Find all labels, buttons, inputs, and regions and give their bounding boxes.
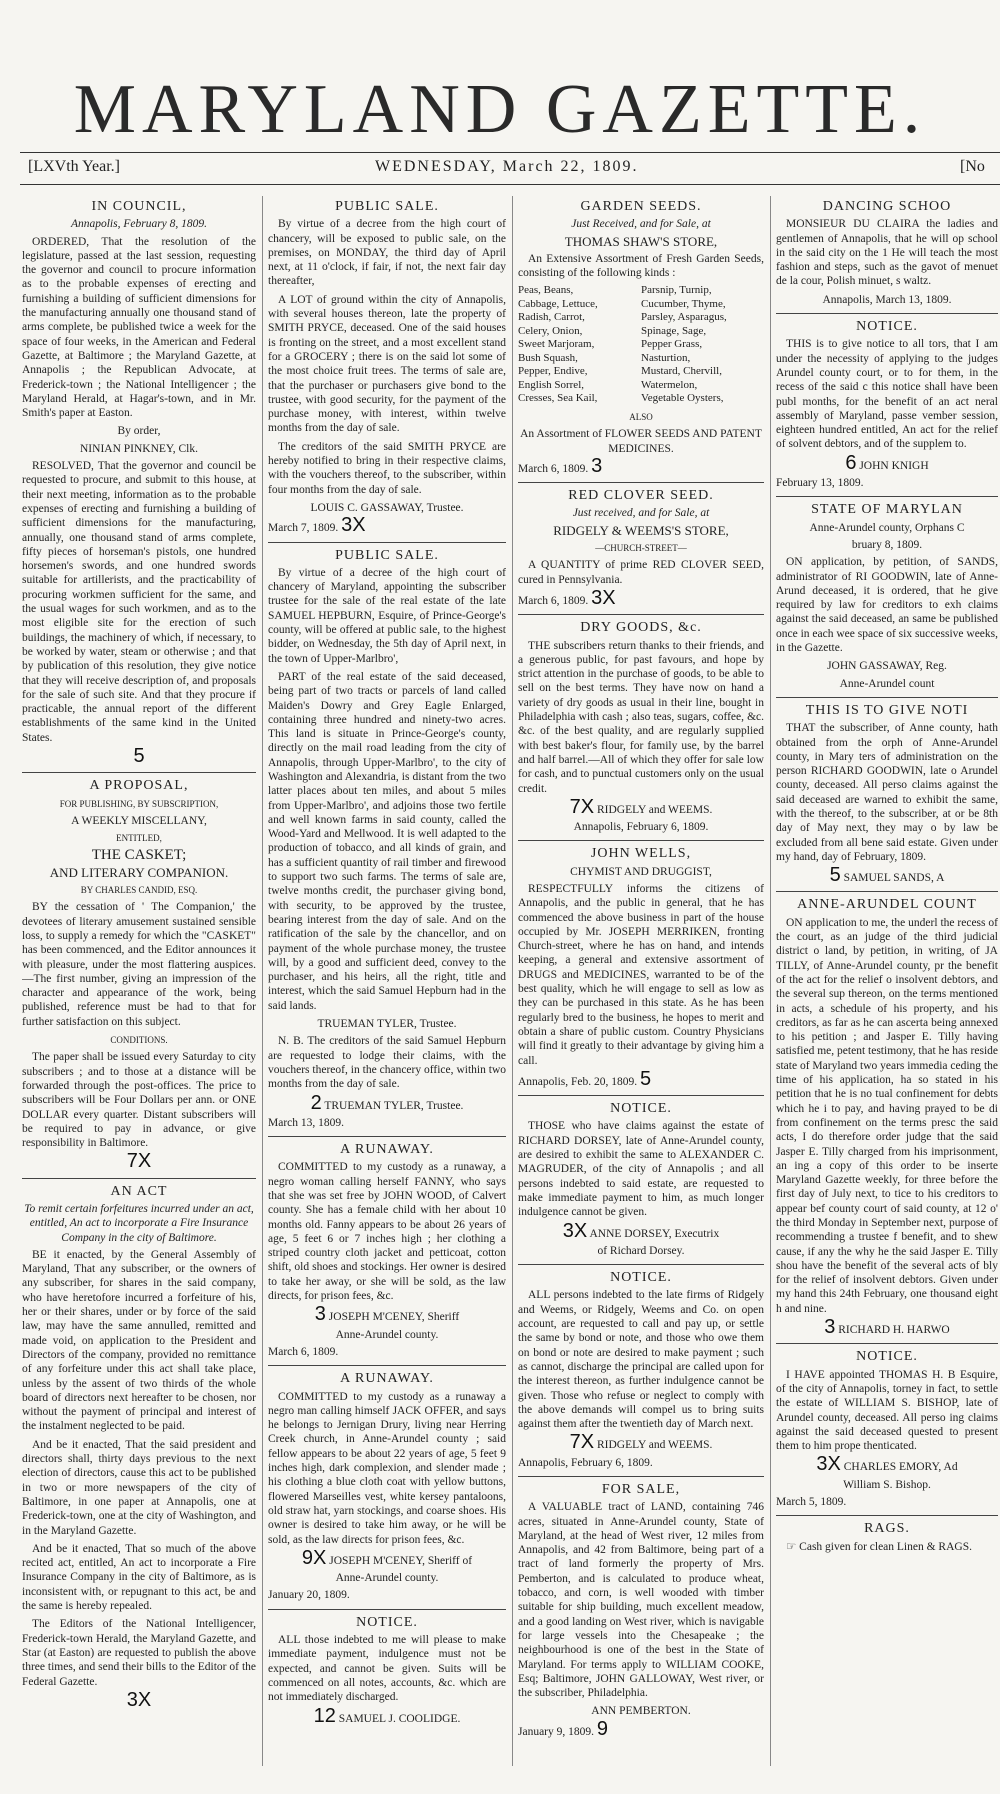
handwritten-mark: 2: [310, 1091, 322, 1114]
separator: [518, 1476, 764, 1477]
handwritten-mark: 12: [313, 1704, 336, 1727]
notice-date: Annapolis, March 13, 1809.: [822, 293, 952, 306]
handwritten-mark: 7X: [569, 1431, 595, 1454]
heading-an-act: AN ACT: [110, 1183, 168, 1199]
article-paragraph: BE it enacted, by the General Assembly of Maryland, That any subscriber, or the owners of any subscriber, for shares in the said company, who have heretofore incurred a forfeiture of his, her or their shares, under or by force of the said law, may have the same annulled, remitted and made void, on application to the President and Directors of the company, provided no remittance of any forfeiture under this act shall take place, unless by the assent of two thirds of the whole board of directors next hereafter to be chosen, nor without the payment of principal and interest of the instalment neglected to be paid.: [22, 1248, 256, 1433]
seed-item: Parsley, Asparagus,: [641, 311, 727, 324]
article-paragraph: A VALUABLE tract of LAND, containing 746 acres, situated in Anne-Arundel county, State of Maryland, at the head of West river, 12 miles from Annapolis, and 42 from Baltimore, being part of a tract of land formerly the property of Mrs. Pemberton, and is calculated to produce wheat, tobacco, and corn, is well wooded with timber suitable for ship building, much excellent meadow, and a good landing on West river, which is navigable for large vessels into the Chesapeake ; the neighbourhood is one of the best in the State of Maryland. For terms apply to WILLIAM COOKE, Esq; Baltimore, JOHN GALLOWAY, West river, or the subscriber, Philadelphia.: [518, 1501, 764, 1700]
notice-date: March 6, 1809.: [518, 462, 589, 475]
handwritten-mark: 6: [845, 451, 857, 474]
signature: TRUEMAN TYLER, Trustee.: [317, 1018, 457, 1031]
subheading: Just received, and for Sale, at: [572, 507, 710, 520]
store-name: RIDGELY & WEEMS'S STORE,: [553, 522, 729, 538]
handwritten-mark: 9X: [301, 1546, 327, 1569]
separator: [22, 1178, 256, 1179]
notice-date: Annapolis, February 6, 1809.: [573, 821, 709, 834]
separator: [776, 313, 998, 314]
separator: [518, 840, 764, 841]
heading-proposal: A PROPOSAL,: [89, 778, 189, 794]
separator: [776, 891, 998, 892]
heading-state-of-maryland: STATE OF MARYLAN: [811, 502, 963, 518]
seed-item: Parsnip, Turnip,: [641, 284, 712, 297]
seed-item: Bush Squash,: [518, 351, 578, 364]
article-paragraph: A QUANTITY of prime RED CLOVER SEED, cured in Pennsylvania.: [518, 559, 764, 586]
store-name: THOMAS SHAW'S STORE,: [564, 233, 718, 249]
notice-date: March 6, 1809.: [268, 1345, 339, 1358]
signature: Anne-Arundel county.: [335, 1328, 439, 1341]
heading-public-sale: PUBLIC SALE.: [335, 547, 439, 563]
separator: [268, 1609, 506, 1610]
article-paragraph: COMMITTED to my custody as a runaway, a negro woman calling herself FANNY, who says that she was set free by JOHN WOOD, of Calvert county. She has a female child with her about 10 months old. Fanny appears to be about 26 years of age, 5 feet 6 or 7 inches high ; her clothing a striped country cloth jacket and petticoat, cotton shift, old shoes and stockings. Her owner is desired to take her away, or she will be sold, as the law directs, for prison fees, &c.: [268, 1161, 506, 1303]
article-paragraph: THOSE who have claims against the estate of RICHARD DORSEY, late of Anne-Arundel county, are desired to exhibit the same to ALEXANDER C. MAGRUDER, of the city of Annapolis ; and all persons indebted to said estate, are requested to make immediate payment to him, as much longer indulgence cannot be given.: [518, 1120, 764, 1219]
notice-date: March 7, 1809.: [268, 522, 339, 535]
article-paragraph: An Extensive Assortment of Fresh Garden Seeds, consisting of the following kinds :: [518, 252, 764, 280]
article-paragraph: THIS is to give notice to all tors, that I am under the necessity of applying to the judges Arundel county court, or to for them, in the recess of the said c this notice shall have been publ months, for the benefit of an act neral assembly of Maryland, passe vember session, eighteen hundred entitled, An act for the relief of solvent debtors, and of the supplem to.: [776, 338, 998, 451]
notice-date: January 20, 1809.: [268, 1589, 350, 1602]
signature: SAMUEL SANDS, A: [843, 872, 945, 885]
signature: SAMUEL J. COOLIDGE.: [338, 1712, 461, 1725]
subheading: FOR PUBLISHING, BY SUBSCRIPTION,: [59, 798, 219, 809]
article-paragraph: A LOT of ground within the city of Annapolis, with several houses thereon, late the property of SMITH PRYCE, deceased. One of the said houses is fronting on the street, and a most excellent stand for a GROCERY ; there is on the said lot some of the most choice fruit trees. The terms of sale are, that the purchaser or purchasers give bond to the trustee, with good security, for the payment of the purchase money, with interest, within twelve months from the day of sale.: [268, 293, 506, 435]
signature: RIDGELY and WEEMS.: [596, 803, 713, 816]
separator: [776, 1343, 998, 1344]
signature: TRUEMAN TYLER, Trustee.: [324, 1099, 464, 1112]
signature: RIDGELY and WEEMS.: [596, 1439, 713, 1452]
issue-number: [No: [960, 158, 985, 175]
dateline-rule: [20, 184, 1000, 185]
subheading: A WEEKLY MISCELLANY,: [71, 814, 207, 827]
handwritten-mark: 3: [314, 1303, 326, 1326]
subheading: —CHURCH-STREET—: [595, 543, 687, 554]
handwritten-mark: 7X: [126, 1150, 152, 1173]
column-divider: [770, 196, 771, 1766]
seed-item: Spinage, Sage,: [641, 324, 707, 337]
seed-item: English Sorrel,: [518, 378, 584, 391]
subheading: AND LITERARY COMPANION.: [49, 864, 229, 880]
separator: [776, 496, 998, 497]
article-paragraph: N. B. The creditors of the said Samuel Hepburn are requested to lodge their claims, with the vouchers thereof, in the chancery office, within two months from the day of sale.: [268, 1035, 506, 1091]
subheading: Anne-Arundel county, Orphans C: [809, 521, 965, 534]
article-paragraph: ON application to me, the underl the recess of the court, as an judge of the third judicial district o land, by petition, in writing, of JA TILLY, of Anne-Arundel county, pr the benefit of the act for the relief o insolvent debtors, and the several sup thereon, on the terms mentioned in acts, a schedule of his property, and his creditors, as far as he can ascerta being annexed to his petition ; and Jasper E. Tilly having satisfied me, petent testimony, that he has reside state of Maryland two years immedia ceding the time of his application, ha so stated in his petition that he is no tual confinement for debts which he i to pay, and having prayed to be di from confinement on the terms presc the said acts, I do therefore order judge that the said Jasper E. Tilly charged from his imprisonment, an ing a copy of this order to be inserte Maryland Gazette weekly, for three before the first day of July next, to tice to his creditors to appear bef county court of said county, at 12 o' the third Monday in September next, purpose of recommending a trustee f benefit, and to shew cause, if any the why he the said Jasper E. Tilly shou have the benefit of the several acts of bly for the relief of insolvent debtors. Given under my hand this 24th February, one thousand eight h and nine.: [776, 916, 998, 1315]
handwritten-mark: 3X: [562, 1219, 588, 1242]
author-line: BY CHARLES CANDID, ESQ.: [80, 885, 198, 896]
heading-notice: NOTICE.: [610, 1101, 672, 1117]
separator: [22, 772, 256, 773]
heading-red-clover: RED CLOVER SEED.: [568, 488, 714, 504]
seed-list-left: [518, 284, 641, 406]
article-paragraph: And be it enacted, That so much of the above recited act, entitled, An act to incorporate a Fire Insurance Company in the city of Baltimore, as is inconsistent with, or repugnant to this act, be and the same is hereby repealed.: [22, 1542, 256, 1613]
signature: CHARLES EMORY, Ad: [843, 1461, 958, 1474]
seed-item: Vegetable Oysters,: [641, 392, 724, 405]
handwritten-mark: 3X: [591, 586, 616, 609]
article-paragraph: RESPECTFULLY informs the citizens of Annapolis, and the public in general, that he has commenced the above business in part of the house occupied by Mr. JOSEPH MERRIKEN, fronting Church-street, where he has on hand, and intends keeping, a general and extensive assortment of DRUGS and MEDICINES, warranted to be of the best quality, which he will engage to sell as low as they can be purchased in this state. As he has been regularly bred to the business, he hopes to merit and obtain a share of public custom. Country Physicians will find it greatly to their advantage by giving him a call.: [518, 883, 764, 1067]
seed-item: Cresses, Sea Kail,: [518, 392, 598, 405]
handwritten-mark: 3X: [126, 1688, 152, 1711]
signature: JOSEPH M'CENEY, Sheriff: [328, 1311, 460, 1324]
notice-date: Annapolis, February 6, 1809.: [518, 1456, 653, 1469]
article-paragraph: ORDERED, That the resolution of the legislature, passed at the last session, requesting the governor and council to procure information as to the probable expenses of erecting and furnishing a building of sufficient dimensions for the manufacturing annually one thousand stand of arms complete, be published twice a week for the space of four weeks, in the American and Federal Gazette, at Baltimore ; the Maryland Gazette, at Annapolis ; the Republican Advocate, at Frederick-town ; the National Intelligencer ; the Maryland Herald, at Hagar's-town, and in Mr. Smith's paper at Easton.: [22, 235, 256, 420]
notice-date: February 13, 1809.: [776, 477, 864, 490]
separator: [518, 614, 764, 615]
issue-date: WEDNESDAY, March 22, 1809.: [375, 158, 639, 175]
column-3: [518, 196, 764, 1776]
article-paragraph: BY the cessation of ' The Companion,' the devotees of literary amusement sustained sensible loss, to supply a remedy for which the "CASKET" has been commenced, and the Editor announces it with pleasure, under the most flattering auspices.—The first number, giving an impression of the character and appearance of the work, being published, reference must be had to that for further satisfaction on this subject.: [22, 901, 256, 1028]
signature: Anne-Arundel count: [839, 677, 935, 690]
separator: [518, 482, 764, 483]
handwritten-mark: 5: [640, 1067, 652, 1090]
separator: [268, 542, 506, 543]
heading-in-council: IN COUNCIL,: [91, 199, 187, 214]
signature: RICHARD H. HARWO: [838, 1324, 950, 1337]
article-paragraph: MONSIEUR DU CLAIRA the ladies and gentlemen of Annapolis, that he will op school in the said city on the 1 He will teach the most fashion and steps, such as the gavot of menuet de la cour, Polish minuet, s waltz.: [776, 218, 998, 288]
handwritten-mark: 9: [596, 1717, 609, 1740]
seed-item: Sweet Marjoram,: [518, 338, 595, 351]
heading-runaway: A RUNAWAY.: [340, 1142, 434, 1158]
separator: [268, 1365, 506, 1366]
signature: Anne-Arundel county.: [335, 1572, 439, 1585]
dateline: [20, 158, 1000, 182]
heading-notice: NOTICE.: [610, 1270, 672, 1286]
column-4: [776, 196, 998, 1776]
heading-notice: NOTICE.: [856, 319, 918, 335]
heading-for-sale: FOR SALE,: [601, 1481, 681, 1497]
article-paragraph: The Editors of the National Intelligencer, Frederick-town Herald, the Maryland Gazette, and Star (at Easton) are requested to publish the above three times, and send their bills to the Editor of the Federal Gazette.: [22, 1618, 256, 1688]
signature: LOUIS C. GASSAWAY, Trustee.: [310, 501, 464, 514]
notice-date: March 6, 1809.: [518, 594, 589, 607]
article-paragraph: COMMITTED to my custody as a runaway a negro man calling himself JACK OFFER, and says he belongs to Jernigan Drury, living near Herring Creek church, in Anne-Arundel county ; said fellow appears to be about 22 years of age, 5 feet 9 inches high, dark complexion, and slender made ; his clothing a blue cloth coat with yellow buttons, flowered Marseilles vest, white kersey pantaloons, old straw hat, yarn stockings, and coarse shoes. His owner is desired to take him away, or he will be sold, as the law directs for prison fees, &c.: [268, 1390, 506, 1546]
subheading: CHYMIST AND DRUGGIST,: [570, 865, 712, 878]
article-paragraph: The paper shall be issued every Saturday to city subscribers ; and to those at a distance will be forwarded through the post-offices. The price to subscribers will be Four Dollars per ann. or ONE DOLLAR every quarter. Distant subscribers will be required to pay in advance, or give responsibility in Baltimore.: [22, 1051, 256, 1150]
handwritten-mark: 5: [829, 864, 841, 887]
seed-item: Watermelon,: [641, 378, 698, 391]
subheading: Just Received, and for Sale, at: [571, 218, 711, 231]
article-paragraph: And be it enacted, That the said president and directors shall, thirty days previous to the next election of directors, cause this act to be published in two or more newspapers of the city of Baltimore, in one paper at Annapolis, one at Frederick-town, one at the city of Washington, and in the Maryland Gazette.: [22, 1438, 256, 1537]
column-2: [268, 196, 506, 1776]
separator: [776, 697, 998, 698]
seed-list: [518, 284, 764, 406]
subheading: THE CASKET;: [91, 847, 187, 864]
dateline-text: Annapolis, February 8, 1809.: [70, 218, 208, 231]
signature: NINIAN PINKNEY, Clk.: [80, 442, 198, 455]
heading-give-notice: THIS IS TO GIVE NOTI: [805, 702, 969, 718]
heading-public-sale: PUBLIC SALE.: [335, 199, 439, 214]
notice-date: March 13, 1809.: [268, 1116, 345, 1129]
subheading: ALSO: [629, 411, 653, 422]
article-paragraph: ON application, by petition, of SANDS, administrator of RI GOODWIN, late of Anne-Arund deceased, it is ordered, that he give required by law for creditors to exh claims against the said deceased, an same be published once in each wee space of six successive weeks, in the Gazette.: [776, 556, 998, 655]
byline: By order,: [117, 425, 161, 438]
signature: ANNE DORSEY, Executrix: [589, 1227, 720, 1240]
seed-list-right: [641, 284, 764, 406]
seed-item: Cucumber, Thyme,: [641, 297, 726, 310]
masthead: [0, 0, 1000, 150]
separator: [518, 1095, 764, 1096]
subheading: bruary 8, 1809.: [851, 538, 923, 551]
heading-anne-arundel: ANNE-ARUNDEL COUNT: [797, 897, 977, 913]
article-paragraph: The creditors of the said SMITH PRYCE are hereby notified to bring in their respective claims, with the vouchers thereof, to the subscriber, within four months from the day of sale.: [268, 440, 506, 496]
heading-notice: NOTICE.: [856, 1349, 918, 1365]
article-paragraph: An Assortment of FLOWER SEEDS AND PATENT MEDICINES.: [520, 428, 762, 455]
newspaper-title: MARYLAND GAZETTE.: [73, 71, 927, 148]
column-1: [22, 196, 256, 1776]
heading-notice: NOTICE.: [356, 1614, 418, 1630]
seed-item: Pepper, Endive,: [518, 365, 588, 378]
column-divider: [512, 196, 513, 1766]
separator: [518, 1264, 764, 1265]
handwritten-mark: 3: [591, 454, 603, 477]
article-paragraph: ALL persons indebted to the late firms of Ridgely and Weems, or Ridgely, Weems and Co. on open account, are requested to call and pay up, or settle the same by bond or note, and those who owe them on bond or note are desired to make payment ; such as cannot, discharge the principal are called upon for the interest thereon, as further indulgence cannot be given. Those who refuse or neglect to comply with the above demands will compel us to bring suits against them after the twentieth day of March next.: [518, 1289, 764, 1431]
article-paragraph: By virtue of a decree of the high court of chancery of Maryland, appointing the subscriber trustee for the sale of the real estate of the late SAMUEL HEPBURN, Esquire, of Prince-George's county, will be offered at public sale, to the highest bidder, on Wednesday, the 5th day of April next, in the town of Upper-Marlbro',: [268, 566, 506, 665]
seed-item: Peas, Beans,: [518, 284, 574, 297]
column-divider: [262, 196, 263, 1766]
subheading: ENTITLED,: [116, 833, 162, 844]
signature: William S. Bishop.: [843, 1478, 931, 1491]
seed-item: Nasturtion,: [641, 351, 691, 364]
article-paragraph: RESOLVED, That the governor and council be requested to procure, and submit to this house, at their next meeting, information as to the probable expenses of erecting and furnishing a building of sufficient dimensions for the manufacturing, annually, one thousand stand of arms complete, fifty pieces of horseman's pistols, one hundred horsemen's swords, and one hundred swords suitable for artillerists, and the practicability of procuring workmen sufficient for the same, and the usual wages for such workmen, and as to the most eligible site for the erection of such buildings, the machinery of which, if necessary, to be worked by water, steam or otherwise ; and that by publication of this resolution, they give notice that they will receive description of, and proposals for the sale of such site. And that they procure if practicable, the annual report of the different establishments of the same kind in the United States.: [22, 460, 256, 744]
article-paragraph: THAT the subscriber, of Anne county, hath obtained from the orph of Anne-Arundel county, in Mary ters of administration on the person RICHARD GOODWIN, late o Arundel county, deceased. All perso claims against the said deceased are warned to exhibit the same, with the thereof, to the subscriber, at or be 8th day of May next, they may o by law be excluded from all bene said estate. Given under my hand, day of February, 1809.: [776, 722, 998, 863]
signature: ANN PEMBERTON.: [591, 1705, 691, 1718]
notice-date: March 5, 1809.: [776, 1496, 847, 1509]
act-title: To remit certain forfeitures incurred under an act, entitled, An act to incorporate a Fire Insurance Company in the city of Baltimore.: [24, 1203, 254, 1244]
handwritten-mark: 7X: [569, 795, 595, 818]
handwritten-mark: 3X: [341, 514, 366, 537]
heading-john-wells: JOHN WELLS,: [590, 846, 692, 862]
separator: [776, 1515, 998, 1516]
handwritten-mark: 3: [824, 1316, 836, 1339]
article-paragraph: PART of the real estate of the said deceased, being part of two tracts or parcels of land called Maiden's Dowry and Grey Eagle Enlarged, containing three hundred and ninety-two acres. This land is situate in Prince-George's county, directly on the mail road leading from the city of Annapolis, through Upper-Marlbro', to the city of Washington and Alexandria, is distant from the two latter places about ten miles, and about 5 miles from Upper-Marlbro', and adjoins those two fertile and well known farms in said county, called the Wood-Yard and Mellwood. It is well adapted to the production of tobacco, and all kinds of grain, and has a sufficient quantity of rail timber and firewood to support two such farms. The terms of sale are, twelve months credit, the purchaser giving bond, with security, to be approved by the trustee, bearing interest from the day of sale. And on the ratification of the sale by the chancellor, and on payment of the whole purchase money, the trustee will, by a good and sufficient deed, convey to the purchaser, and his heirs, all the right, title and interest, which the said Samuel Hepburn had in the said lands.: [268, 670, 506, 1012]
top-rule: [20, 152, 1000, 153]
seed-item: Radish, Carrot,: [518, 311, 585, 324]
article-paragraph: THE subscribers return thanks to their friends, and a generous public, for past favours, and hope by strict attention in the purchase of goods, to be able to sell on the best terms. They have now on hand a variety of dry goods as usual in their line, bought in Philadelphia with cash ; also teas, sugars, coffee, &c. &c. of the best quality, and are regularly supplied with best baker's flour, for family use, by the barrel and half barrel.—All of which they offer for sale low for cash, and to punctual customers only on the usual credit.: [518, 639, 764, 795]
heading-rags: RAGS.: [864, 1521, 910, 1537]
article-paragraph: ☞ Cash given for clean Linen & RAGS.: [786, 1540, 972, 1553]
signature: JOSEPH M'CENEY, Sheriff of: [329, 1554, 473, 1567]
seed-item: Celery, Onion,: [518, 324, 583, 337]
subheading: CONDITIONS.: [110, 1035, 168, 1046]
notice-date: January 9, 1809.: [518, 1725, 595, 1738]
signature: JOHN KNIGH: [859, 459, 929, 472]
seed-item: Cabbage, Lettuce,: [518, 297, 598, 310]
volume-year: [LXVth Year.]: [28, 158, 120, 175]
article-paragraph: By virtue of a decree from the high court of chancery, will be exposed to public sale, on the premises, on MONDAY, the third day of April next, at 11 o'clock, if fair, if not, the next fair day thereafter,: [268, 218, 506, 288]
article-paragraph: ALL those indebted to me will please to make immediate payment, indulgence must not be expected, and cannot be given. Suits will be commenced on all notes, accounts, &c. which are not immediately discharged.: [268, 1634, 506, 1704]
seed-item: Pepper Grass,: [641, 338, 703, 351]
seed-item: Mustard, Chervill,: [641, 365, 722, 378]
signature: of Richard Dorsey.: [597, 1244, 685, 1257]
separator: [268, 1136, 506, 1137]
heading-garden-seeds: GARDEN SEEDS.: [580, 199, 702, 214]
heading-dry-goods: DRY GOODS, &c.: [580, 620, 702, 636]
handwritten-mark: 5: [133, 744, 145, 767]
signature: JOHN GASSAWAY, Reg.: [827, 660, 947, 673]
article-paragraph: I HAVE appointed THOMAS H. B Esquire, of the city of Annapolis, torney in fact, to settle the estate of WILLIAM S. BISHOP, late of Arundel county, deceased. All perso ing claims against the said deceased quested to present them to him prope thenticated.: [776, 1368, 998, 1453]
heading-dancing-school: DANCING SCHOO: [822, 199, 952, 214]
handwritten-mark: 3X: [816, 1453, 841, 1476]
heading-runaway: A RUNAWAY.: [340, 1371, 434, 1387]
notice-date: Annapolis, Feb. 20, 1809.: [518, 1075, 638, 1088]
